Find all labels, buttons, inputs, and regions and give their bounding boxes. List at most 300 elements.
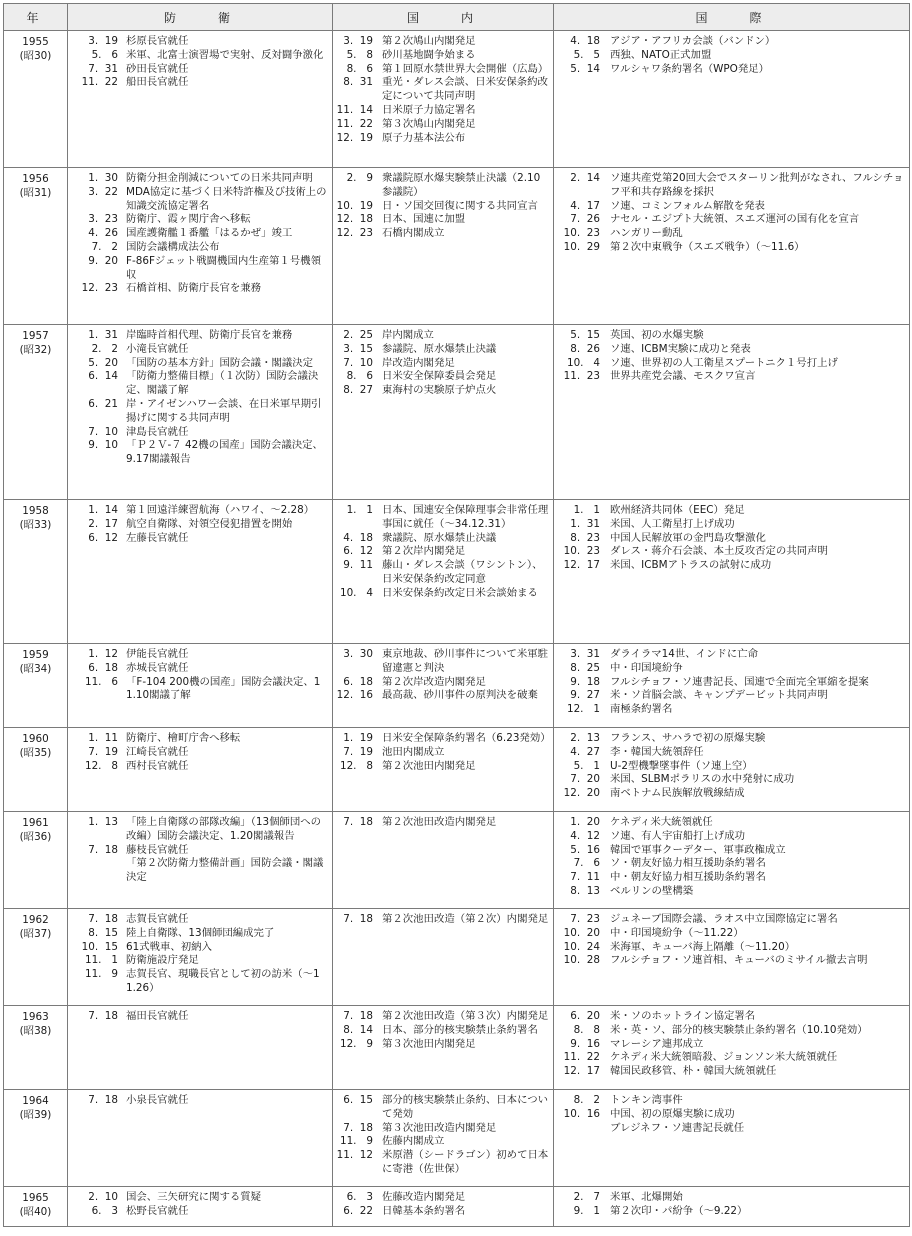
event-text: ソ連、有人宇宙船打上げ成功 <box>610 829 746 842</box>
event-entry <box>333 532 553 546</box>
event-text: 伊能長官就任 <box>126 648 189 660</box>
event-date: 10. 19 <box>336 199 373 212</box>
event-date: 12. 8 <box>84 759 118 772</box>
event-date: 1. 30 <box>88 172 118 184</box>
event-text: ソ連、世界初の人工衛星スプートニク１号打上げ <box>610 356 838 369</box>
event-text: 日米安保条約改定日米会談始まる <box>382 586 538 599</box>
event-date: 8. 25 <box>570 661 600 674</box>
event-text: 米軍、北富士演習場で実射、反対闘争激化 <box>126 48 324 61</box>
event-date: 8. 14 <box>343 1023 373 1036</box>
table-row <box>4 168 910 325</box>
event-entry <box>333 1191 553 1205</box>
event-date: 12. 23 <box>336 227 373 240</box>
event-text: 「第２次防衛力整備計画」国防会議・閣議決定 <box>126 857 324 884</box>
event-text: 欧州経済共同体（EEC）発足 <box>610 504 745 516</box>
event-entry <box>68 357 332 371</box>
event-date: 11. 22 <box>336 117 373 130</box>
event-text: 防衛施設庁発足 <box>126 954 199 967</box>
event-entry <box>68 732 332 746</box>
domestic-cell <box>333 1090 554 1187</box>
event-text: 志賀長官就任 <box>126 913 189 925</box>
event-date: 4. 26 <box>88 227 118 240</box>
event-entry <box>333 587 553 601</box>
era-label: (昭35) <box>19 747 52 759</box>
event-date: 8. 26 <box>570 342 600 355</box>
table-row <box>4 812 910 909</box>
event-entry <box>333 343 553 357</box>
event-text: ケネディ米大統領暗殺、ジョンソン米大統領就任 <box>610 1051 838 1064</box>
event-text: 米国、SLBMポラリスの水中発射に成功 <box>610 773 795 786</box>
event-entry <box>68 913 332 927</box>
event-entry <box>333 1122 553 1136</box>
event-entry <box>554 329 909 343</box>
event-text: 志賀長官、現職長官として初の訪米（～11.26） <box>126 968 320 994</box>
header-row <box>4 4 910 31</box>
era-label: (昭38) <box>19 1025 52 1037</box>
event-entry <box>554 241 909 255</box>
event-entry <box>554 871 909 885</box>
event-entry <box>68 426 332 440</box>
table-row <box>4 644 910 728</box>
event-entry <box>554 703 909 717</box>
event-text: 藤枝長官就任 <box>126 843 189 856</box>
table-row <box>4 1006 910 1090</box>
event-date: 6. 3 <box>91 1204 118 1217</box>
event-text: 杉原長官就任 <box>126 35 189 47</box>
event-date: 8. 2 <box>573 1094 600 1106</box>
event-date: 1. 1 <box>346 504 373 516</box>
event-entry <box>333 816 553 830</box>
event-text: 重光・ダレス会談、日米安保条約改定について共同声明 <box>382 76 548 103</box>
event-text: 国産護衛艦１番艦「はるかぜ」竣工 <box>126 227 293 240</box>
event-text: 福田長官就任 <box>126 1010 189 1022</box>
event-date: 5. 6 <box>91 48 118 61</box>
event-text: 東京地裁、砂川事件について米軍駐留違憲と判決 <box>382 648 549 674</box>
event-date: 1. 13 <box>88 816 118 828</box>
year-cell <box>4 728 68 812</box>
event-date: 9. 11 <box>343 559 373 572</box>
table-row <box>4 500 910 644</box>
year-label: 1963 <box>22 1011 49 1023</box>
event-entry <box>68 844 332 858</box>
event-entry <box>554 1108 909 1122</box>
event-text: 衆議院原水爆実験禁止決議（2.10参議院） <box>382 172 541 198</box>
event-date: 7. 18 <box>343 913 373 925</box>
international-cell <box>554 812 910 909</box>
defense-cell <box>68 1090 333 1187</box>
event-text: ソ・朝友好協力相互援助条約署名 <box>610 857 766 870</box>
event-text: 日米安全保障条約署名（6.23発効） <box>382 732 551 744</box>
event-entry <box>554 545 909 559</box>
year-label: 1965 <box>22 1192 49 1204</box>
year-label: 1962 <box>22 914 49 926</box>
event-entry <box>68 76 332 90</box>
international-cell <box>554 1187 910 1227</box>
event-text: 津島長官就任 <box>126 425 189 438</box>
event-text: ブレジネフ・ソ連書記長就任 <box>610 1121 745 1134</box>
event-text: 第２次池田改造内閣発足 <box>382 816 497 828</box>
event-text: 中・印国境紛争（～11.22） <box>610 926 744 939</box>
domestic-cell <box>333 812 554 909</box>
year-cell <box>4 500 68 644</box>
event-date: 7. 2 <box>91 240 118 253</box>
event-date: 1. 31 <box>570 517 600 530</box>
event-date: 7. 10 <box>343 356 373 369</box>
event-date: 8. 23 <box>570 531 600 544</box>
event-entry <box>554 35 909 49</box>
event-entry <box>333 104 553 118</box>
event-date: 2. 17 <box>88 517 118 530</box>
event-date: 8. 15 <box>88 926 118 939</box>
defense-cell <box>68 325 333 500</box>
event-text: フルシチョフ・ソ連書記長、国連で全面完全軍縮を提案 <box>610 675 869 688</box>
defense-cell <box>68 909 333 1006</box>
event-text: 米国、ICBMアトラスの試射に成功 <box>610 559 772 572</box>
event-entry <box>333 1094 553 1122</box>
event-date: 12. 17 <box>563 1065 600 1078</box>
era-label: (昭39) <box>19 1109 52 1121</box>
defense-cell <box>68 812 333 909</box>
year-label: 1960 <box>22 733 49 745</box>
year-label: 1959 <box>22 649 49 661</box>
event-date: 10. 4 <box>339 586 373 599</box>
event-date: 4. 27 <box>570 745 600 758</box>
event-entry <box>68 63 332 77</box>
event-text: ジュネーブ国際会議、ラオス中立国際協定に署名 <box>610 913 838 925</box>
event-date: 10. 20 <box>563 926 600 939</box>
event-date: 11. 22 <box>563 1051 600 1064</box>
event-text: 第２次中東戦争（スエズ戦争）（～11.6） <box>610 240 805 253</box>
event-text: 岸改造内閣発足 <box>382 356 455 369</box>
event-entry <box>554 518 909 532</box>
event-text: 日・ソ国交回復に関する共同宣言 <box>382 199 538 212</box>
event-text: 米・英・ソ、部分的核実験禁止条約署名（10.10発効） <box>610 1023 868 1036</box>
event-text: 米・ソのホットライン協定署名 <box>610 1010 756 1022</box>
event-entry <box>554 343 909 357</box>
domestic-cell <box>333 644 554 728</box>
event-text: 第２次鳩山内閣発足 <box>382 35 476 47</box>
year-cell <box>4 812 68 909</box>
event-date: 10. 23 <box>563 227 600 240</box>
event-entry <box>333 49 553 63</box>
event-entry <box>333 118 553 132</box>
international-cell <box>554 728 910 812</box>
event-text: 防衛庁、霞ヶ関庁舎へ移転 <box>126 213 251 226</box>
event-entry <box>333 357 553 371</box>
event-text: ワルシャワ条約署名（WPO発足） <box>610 62 770 75</box>
year-label: 1961 <box>22 817 49 829</box>
event-entry <box>554 857 909 871</box>
event-date: 10. 23 <box>563 545 600 558</box>
event-date: 7. 19 <box>343 745 373 758</box>
year-label: 1958 <box>22 505 49 517</box>
event-entry <box>68 648 332 662</box>
event-text: 岸臨時首相代理、防衛庁長官を兼務 <box>126 329 293 341</box>
event-entry <box>68 504 332 518</box>
event-date: 1. 19 <box>343 732 373 744</box>
event-text: 中・印国境紛争 <box>610 661 683 674</box>
event-entry <box>554 213 909 227</box>
event-text: 西独、NATO正式加盟 <box>610 48 712 61</box>
event-entry <box>68 857 332 885</box>
event-date: 11. 23 <box>563 370 600 383</box>
event-entry <box>68 927 332 941</box>
event-entry <box>333 63 553 77</box>
event-text: 日米原子力協定署名 <box>382 103 476 116</box>
event-date: 10. 16 <box>563 1107 600 1120</box>
event-entry <box>333 1038 553 1052</box>
event-text: MDA協定に基づく日米特許権及び技術上の知識交流協定署名 <box>126 185 327 212</box>
event-text: 江崎長官就任 <box>126 745 189 758</box>
event-date: 12. 9 <box>339 1037 373 1050</box>
event-entry <box>333 213 553 227</box>
event-date: 2. 9 <box>346 172 373 184</box>
table-row <box>4 325 910 500</box>
international-cell <box>554 500 910 644</box>
event-date: 8. 6 <box>346 62 373 75</box>
international-cell <box>554 168 910 325</box>
event-entry <box>333 172 553 200</box>
event-date: 5. 20 <box>88 356 118 369</box>
event-entry <box>68 676 332 704</box>
event-date: 2. 2 <box>91 342 118 355</box>
event-entry <box>333 760 553 774</box>
event-entry <box>68 35 332 49</box>
event-entry <box>554 1122 909 1136</box>
event-date: 12. 16 <box>336 689 373 702</box>
event-entry <box>68 968 332 996</box>
event-text: 第２次岸内閣発足 <box>382 545 466 558</box>
era-label: (昭36) <box>19 831 52 843</box>
chronology-table <box>3 3 910 1227</box>
event-text: 佐藤改造内閣発足 <box>382 1191 466 1203</box>
event-text: 石橋内閣成立 <box>382 227 445 240</box>
event-date: 12. 1 <box>566 703 600 716</box>
international-cell <box>554 1090 910 1187</box>
event-date: 9. 10 <box>88 439 118 452</box>
domestic-cell <box>333 31 554 168</box>
event-text: 「F-104 200機の国産」国防会議決定、11.10閣議了解 <box>126 675 321 702</box>
event-text: 日本、国連安全保障理事会非常任理事国に就任（～34.12.31） <box>382 504 549 530</box>
domestic-cell <box>333 325 554 500</box>
event-entry <box>333 1024 553 1038</box>
event-text: ダレス・蒋介石会談、本土反攻否定の共同声明 <box>610 545 828 558</box>
event-date: 8. 6 <box>346 370 373 383</box>
event-text: 東海村の実験原子炉点火 <box>382 384 497 397</box>
year-label: 1956 <box>22 173 49 185</box>
event-date: 7. 31 <box>88 62 118 75</box>
event-date: 10. 4 <box>566 356 600 369</box>
event-entry <box>68 398 332 426</box>
event-entry <box>68 282 332 296</box>
event-date: 1. 14 <box>88 504 118 516</box>
event-date: 9. 18 <box>570 675 600 688</box>
event-entry <box>333 227 553 241</box>
event-date: 9. 1 <box>573 1204 600 1217</box>
year-cell <box>4 31 68 168</box>
event-entry <box>554 1191 909 1205</box>
event-date: 7. 18 <box>88 1010 118 1022</box>
event-date: 6. 14 <box>88 370 118 383</box>
era-label: (昭34) <box>19 663 52 675</box>
event-entry <box>68 255 332 283</box>
event-date: 5. 1 <box>573 759 600 772</box>
international-cell <box>554 1006 910 1090</box>
year-cell <box>4 1090 68 1187</box>
event-entry <box>333 132 553 146</box>
event-entry <box>554 844 909 858</box>
event-date: 5. 14 <box>570 62 600 75</box>
event-text: 陸上自衛隊、13個師団編成完了 <box>126 926 275 939</box>
era-label: (昭37) <box>19 928 52 940</box>
defense-cell <box>68 31 333 168</box>
event-text: 国防会議構成法公布 <box>126 240 220 253</box>
header-defense: 防 衛 <box>68 4 333 31</box>
event-text: 左藤長官就任 <box>126 531 189 544</box>
event-text: 米原潜（シードラゴン）初めて日本に寄港（佐世保） <box>382 1149 549 1175</box>
event-date: 7. 18 <box>343 816 373 828</box>
year-cell <box>4 1006 68 1090</box>
event-entry <box>68 227 332 241</box>
event-date: 4. 18 <box>343 531 373 544</box>
event-entry <box>554 648 909 662</box>
event-date: 7. 18 <box>343 1010 373 1022</box>
event-text: 「Ｐ２Ｖ-７ 42機の国産」国防会議決定、9.17閣議報告 <box>126 439 323 466</box>
event-date: 6. 3 <box>346 1191 373 1203</box>
table-row <box>4 1090 910 1187</box>
event-text: マレーシア連邦成立 <box>610 1037 704 1050</box>
event-date: 7. 20 <box>570 773 600 786</box>
event-text: 米・ソ首脳会談、キャンプデービット共同声明 <box>610 689 828 702</box>
event-entry <box>554 49 909 63</box>
domestic-cell <box>333 1187 554 1227</box>
event-date: 2. 10 <box>88 1191 118 1203</box>
event-entry <box>554 760 909 774</box>
year-label: 1964 <box>22 1095 49 1107</box>
event-entry <box>68 1010 332 1024</box>
event-text: 南極条約署名 <box>610 703 673 716</box>
event-text: 航空自衛隊、対領空侵犯措置を開始 <box>126 517 293 530</box>
event-text: 米軍、北爆開始 <box>610 1191 683 1203</box>
event-text: 日本、部分的核実験禁止条約署名 <box>382 1023 538 1036</box>
event-text: 赤城長官就任 <box>126 661 189 674</box>
event-text: 「国防の基本方針」国防会議・閣議決定 <box>126 356 314 369</box>
event-entry <box>554 830 909 844</box>
defense-cell <box>68 644 333 728</box>
event-entry <box>68 49 332 63</box>
event-date: 12. 23 <box>81 282 118 295</box>
event-text: ソ連共産党第20回大会でスターリン批判がなされ、フルシチョフ平和共存路線を採択 <box>610 172 904 198</box>
event-text: 第２次印・パ紛争（～9.22） <box>610 1204 748 1217</box>
event-entry <box>68 241 332 255</box>
event-entry <box>554 532 909 546</box>
event-date: 5. 15 <box>570 329 600 341</box>
event-entry <box>554 913 909 927</box>
event-date: 11. 12 <box>336 1149 373 1162</box>
event-date: 7. 26 <box>570 213 600 226</box>
event-date: 8. 8 <box>573 1023 600 1036</box>
event-date: 6. 12 <box>343 545 373 558</box>
defense-cell <box>68 1006 333 1090</box>
event-text: 西村長官就任 <box>126 759 189 772</box>
event-date: 3. 31 <box>570 648 600 660</box>
event-date: 3. 23 <box>88 213 118 226</box>
event-entry <box>333 370 553 384</box>
event-date: 6. 18 <box>343 675 373 688</box>
event-text: 英国、初の水爆実験 <box>610 329 704 341</box>
event-text: 衆議院、原水爆禁止決議 <box>382 531 497 544</box>
event-text: 李・韓国大統領辞任 <box>610 745 704 758</box>
event-date: 3. 19 <box>88 35 118 47</box>
event-entry <box>68 662 332 676</box>
event-text: 第３次鳩山内閣発足 <box>382 117 476 130</box>
event-entry <box>333 35 553 49</box>
event-text: 第３次池田改造内閣発足 <box>382 1121 497 1134</box>
event-entry <box>554 954 909 968</box>
event-text: 第１回原水禁世界大会開催（広島） <box>382 62 549 75</box>
event-text: U-2型機撃墜事件（ソ連上空） <box>610 759 753 772</box>
event-entry <box>554 504 909 518</box>
table-body <box>4 31 910 1227</box>
event-entry <box>333 384 553 398</box>
event-text: 米海軍、キューバ海上隔離（～11.20） <box>610 940 796 953</box>
event-text: フランス、サハラで初の原爆実験 <box>610 732 766 744</box>
event-date: 4. 18 <box>570 35 600 47</box>
event-text: 佐藤内閣成立 <box>382 1135 445 1148</box>
event-date <box>68 857 126 885</box>
event-date: 11. 1 <box>84 954 118 967</box>
event-entry <box>68 954 332 968</box>
event-text: 参議院、原水爆禁止決議 <box>382 342 497 355</box>
event-text: 中・朝友好協力相互援助条約署名 <box>610 871 766 884</box>
event-text: 部分的核実験禁止条約、日本について発効 <box>382 1094 549 1120</box>
event-date: 4. 17 <box>570 199 600 212</box>
event-text: 岸・アイゼンハワー会談、在日米軍早期引揚げに関する共同声明 <box>126 397 322 424</box>
event-entry <box>554 746 909 760</box>
event-entry <box>333 1149 553 1177</box>
event-date: 5. 16 <box>570 843 600 856</box>
event-entry <box>68 760 332 774</box>
event-date: 2. 7 <box>573 1191 600 1203</box>
event-text: 第２次池田改造（第２次）内閣発足 <box>382 913 549 925</box>
event-date: 1. 12 <box>88 648 118 660</box>
event-date: 3. 19 <box>343 35 373 47</box>
event-text: 岸内閣成立 <box>382 329 434 341</box>
year-cell <box>4 1187 68 1227</box>
event-entry <box>554 941 909 955</box>
event-date: 7. 18 <box>88 913 118 925</box>
international-cell <box>554 325 910 500</box>
international-cell <box>554 31 910 168</box>
event-date: 2. 25 <box>343 329 373 341</box>
event-date: 10. 15 <box>81 940 118 953</box>
event-entry <box>68 186 332 214</box>
event-date: 3. 15 <box>343 342 373 355</box>
event-date: 7. 18 <box>343 1121 373 1134</box>
event-text: 小滝長官就任 <box>126 342 189 355</box>
event-text: 南ベトナム民族解放戦線結成 <box>610 787 745 800</box>
event-entry <box>68 746 332 760</box>
event-date: 5. 5 <box>573 48 600 61</box>
header-domestic: 国 内 <box>333 4 554 31</box>
event-entry <box>68 1094 332 1108</box>
event-entry <box>333 504 553 532</box>
event-date: 11. 22 <box>81 76 118 89</box>
table-row <box>4 31 910 168</box>
event-entry <box>68 213 332 227</box>
event-date: 2. 13 <box>570 732 600 744</box>
event-text: 日米安全保障委員会発足 <box>382 370 497 383</box>
